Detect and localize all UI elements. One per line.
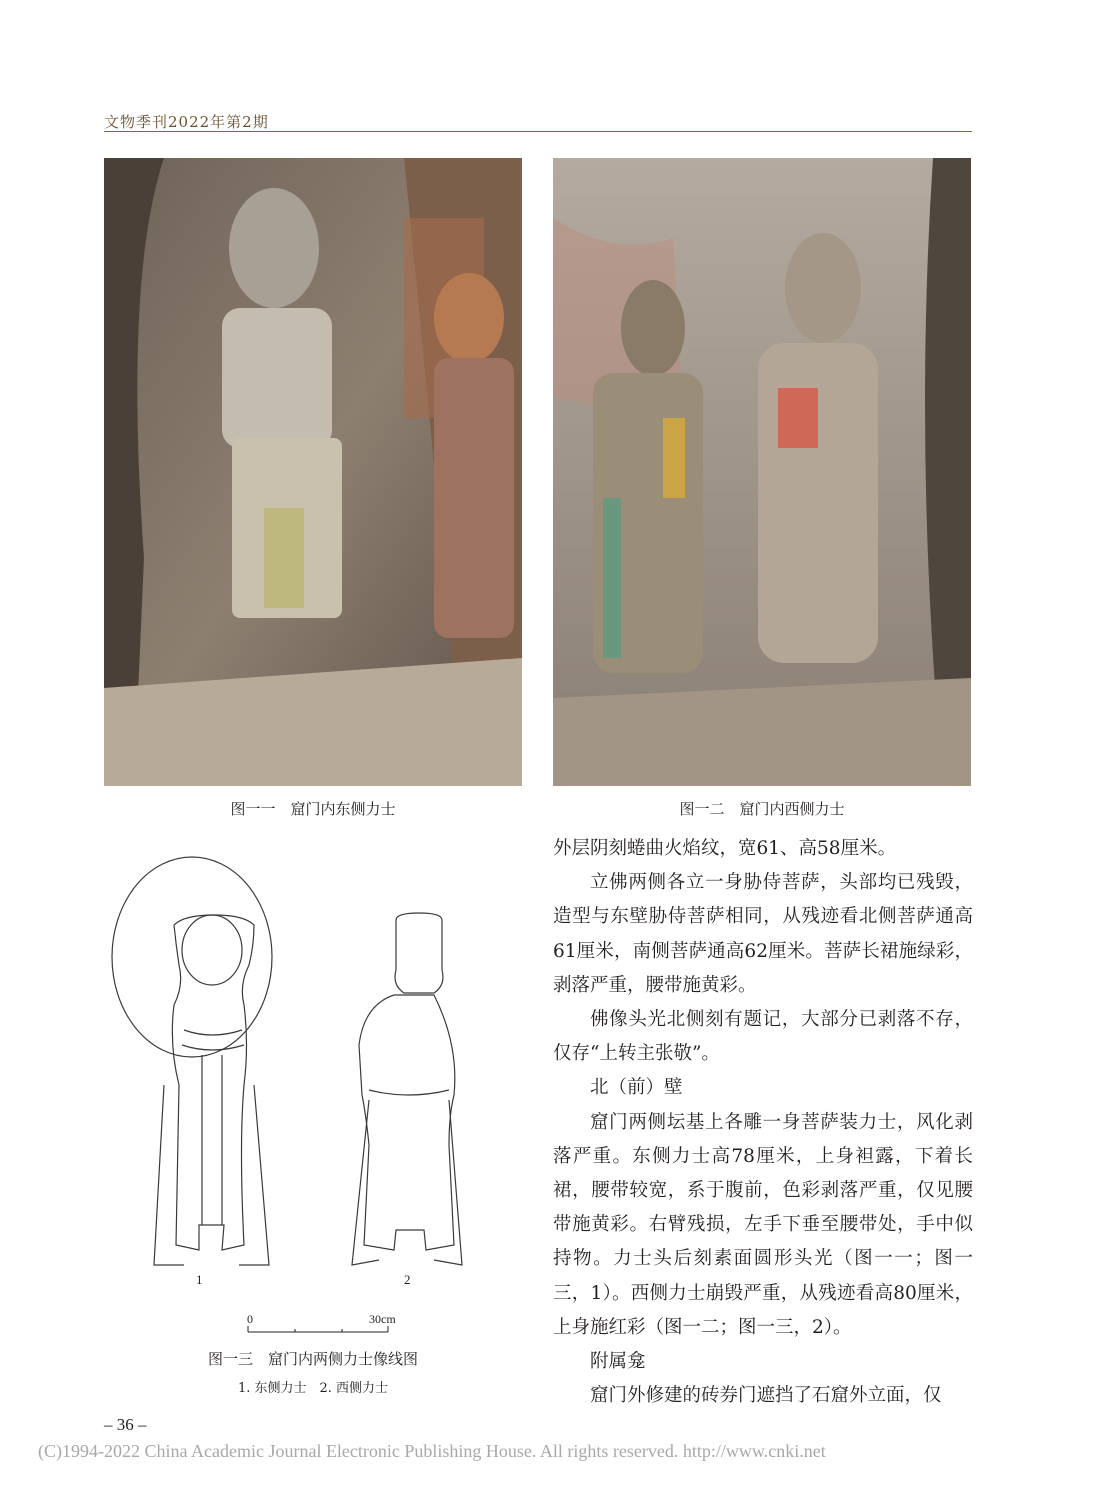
figure-12-caption: 图一二 窟门内西侧力士 [679,800,845,818]
line-drawing-guardians [104,845,522,1295]
figure-13-subcaption: 1. 东侧力士 2. 西侧力士 [237,1381,389,1396]
body-text [553,832,973,1413]
scale-end-label: 30cm [369,1312,396,1326]
section-heading: 北（前）壁 [590,1077,683,1099]
scale-start-label: 0 [247,1312,253,1326]
photo-west-guardian [553,158,971,786]
header-rule [104,131,972,132]
drawing-label-2: 2 [404,1272,411,1287]
photo-east-guardian [104,158,522,786]
section-heading: 附属龛 [590,1351,646,1373]
drawing-label-1: 1 [196,1272,203,1287]
paragraph: 佛像头光北侧刻有题记，大部分已剥落不存，仅存“上转主张敬”。 [553,1009,973,1065]
paragraph: 窟门两侧坛基上各雕一身菩萨装力士，风化剥落严重。东侧力士高78厘米，上身袒露，下着长裙，腰带较宽，系于腹前，色彩剥落严重，仅见腰带施黄彩。右臂残损，左手下垂至腰带处，手中似持物。力士头后刻素面圆形头光（图一一；图一三，1）。西侧力士崩毁严重，从残迹看高80厘米，上身施红彩（图一二；图一三，2）。 [553,1111,973,1338]
figure-11-caption: 图一一 窟门内东侧力士 [230,800,396,818]
page-number: – 36 – [104,1415,147,1434]
copyright-footer: (C)1994-2022 China Academic Journal Electronic Publishing House. All rights reserved. http://www.cnki.net [38,1441,826,1461]
paragraph: 窟门外修建的砖券门遮挡了石窟外立面，仅 [590,1385,942,1407]
figure-13-caption: 图一三 窟门内两侧力士像线图 [207,1350,418,1368]
running-header: 文物季刊2022年第2期 [104,113,269,131]
paragraph: 立佛两侧各立一身胁侍菩萨，头部均已残毁，造型与东壁胁侍菩萨相同，从残迹看北侧菩萨通高61厘米，南侧菩萨通高62厘米。菩萨长裙施绿彩，剥落严重，腰带施黄彩。 [553,872,973,996]
paragraph: 外层阴刻蜷曲火焰纹，宽61、高58厘米。 [553,838,897,859]
